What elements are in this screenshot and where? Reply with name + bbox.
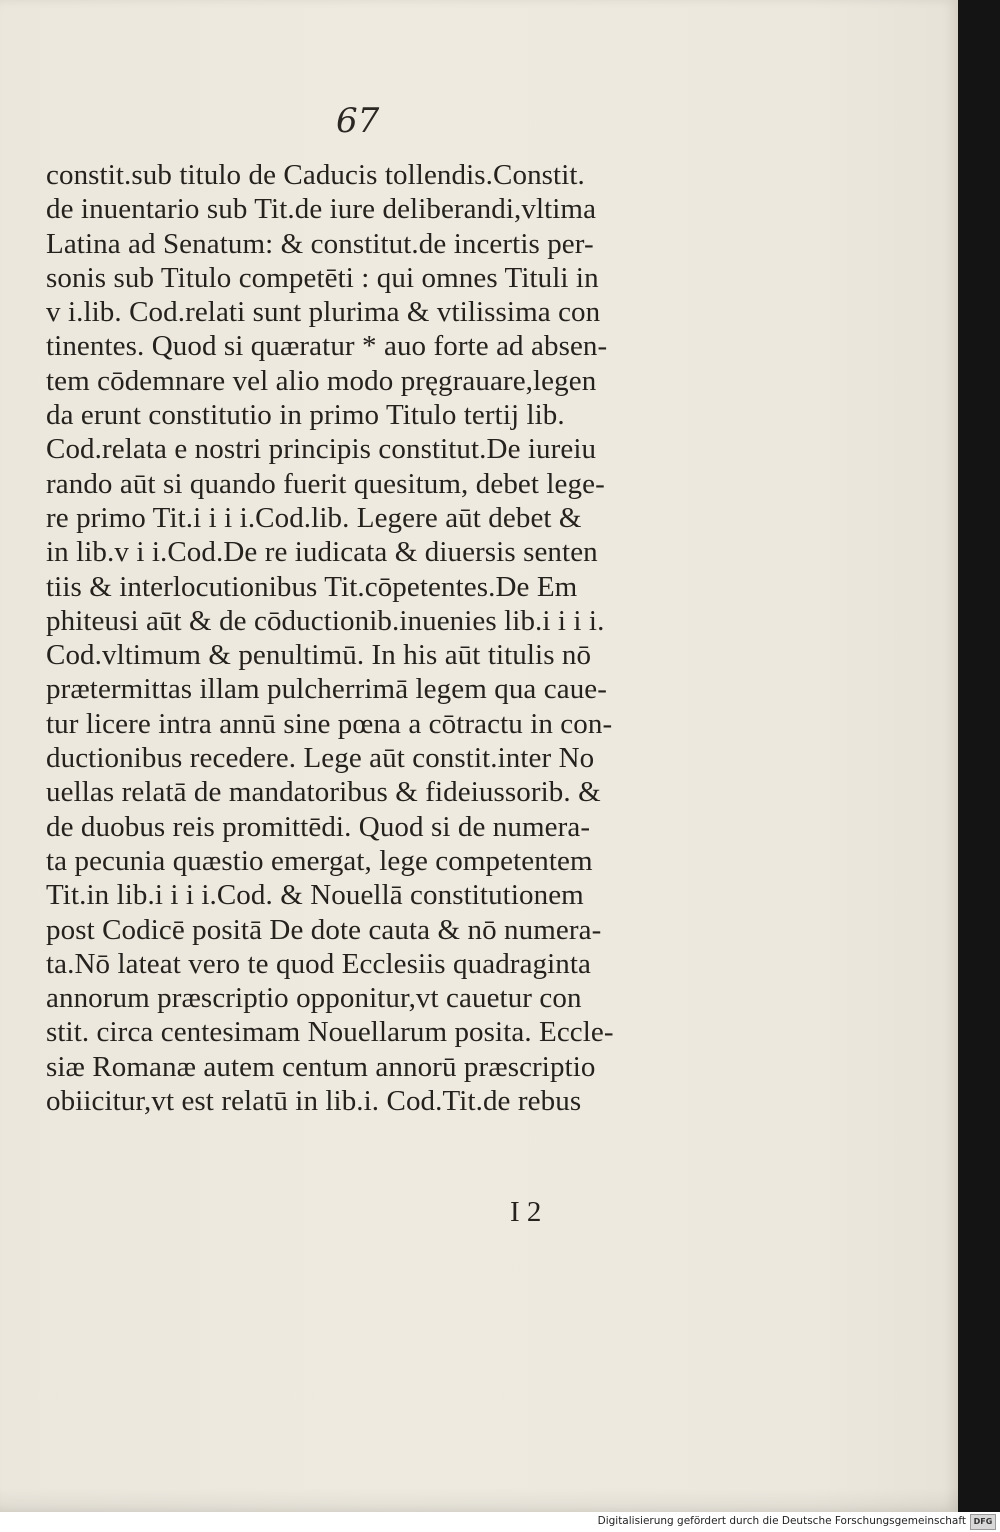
text-line: constit.sub titulo de Caducis tollendis.Constit.: [46, 159, 585, 191]
text-line: post Codicē positā De dote cauta & nō numera-: [46, 913, 602, 946]
text-line: de inuentario sub Tit.de iure deliberandi,vltima: [46, 193, 597, 226]
text-line: siæ Romanæ autem centum annorū præscriptio: [46, 1050, 596, 1083]
text-line: re primo Tit.i i i i.Cod.lib. Legere aūt debet &: [46, 501, 582, 534]
text-line: prætermittas illam pulcherrimā legem qua caue-: [46, 673, 608, 706]
text-line: da erunt constitutio in primo Titulo tertij lib.: [46, 399, 565, 432]
text-line: in lib.v i i.Cod.De re iudicata & diuersis senten: [46, 536, 598, 569]
signature-mark: I 2: [510, 1196, 542, 1228]
text-line: phiteusi aūt & de cōductionib.inuenies lib.i i i i.: [46, 604, 605, 637]
text-line: Latina ad Senatum: & constitut.de incertis per-: [46, 227, 594, 260]
text-line: obiicitur,vt est relatū in lib.i. Cod.Tit.de rebus: [46, 1085, 582, 1118]
text-line: rando aūt si quando fuerit quesitum, debet lege-: [46, 467, 605, 500]
text-line: Cod.relata e nostri principis constitut.De iureiu: [46, 433, 597, 466]
text-line: uellas relatā de mandatoribus & fideiussorib. &: [46, 776, 601, 809]
text-line: Cod.vltimum & penultimū. In his aūt titulis nō: [46, 639, 592, 672]
text-line: ta.Nō lateat vero te quod Ecclesiis quadraginta: [46, 947, 592, 980]
text-line: v i.lib. Cod.relati sunt plurima & vtilissima con: [46, 296, 601, 329]
text-line: stit. circa centesimam Nouellarum posita. Eccle-: [46, 1016, 614, 1049]
text-line: sonis sub Titulo competēti : qui omnes Tituli in: [46, 261, 599, 294]
text-line: annorum præscriptio opponitur,vt cauetur con: [46, 982, 582, 1015]
text-line: tinentes. Quod si quæratur * auo forte ad absen-: [46, 330, 608, 363]
text-line: ta pecunia quæstio emergat, lege competentem: [46, 844, 593, 877]
funding-credit: Digitalisierung gefördert durch die Deutsche Forschungsgemeinschaft: [597, 1515, 966, 1527]
text-body: [46, 158, 706, 1118]
text-line: ductionibus recedere. Lege aūt constit.inter No: [46, 742, 595, 775]
text-line: tur licere intra annū sine pœna a cōtractu in con-: [46, 707, 613, 740]
text-line: tem cōdemnare vel alio modo pręgrauare,legen: [46, 364, 597, 397]
page-number: 67: [336, 101, 380, 141]
text-line: tiis & interlocutionibus Tit.cōpetentes.De Em: [46, 570, 578, 603]
text-line: Tit.in lib.i i i i.Cod. & Nouellā constitutionem: [46, 879, 584, 912]
dfg-logo-icon: DFG: [970, 1514, 996, 1530]
text-line: de duobus reis promittēdi. Quod si de numera-: [46, 810, 591, 843]
